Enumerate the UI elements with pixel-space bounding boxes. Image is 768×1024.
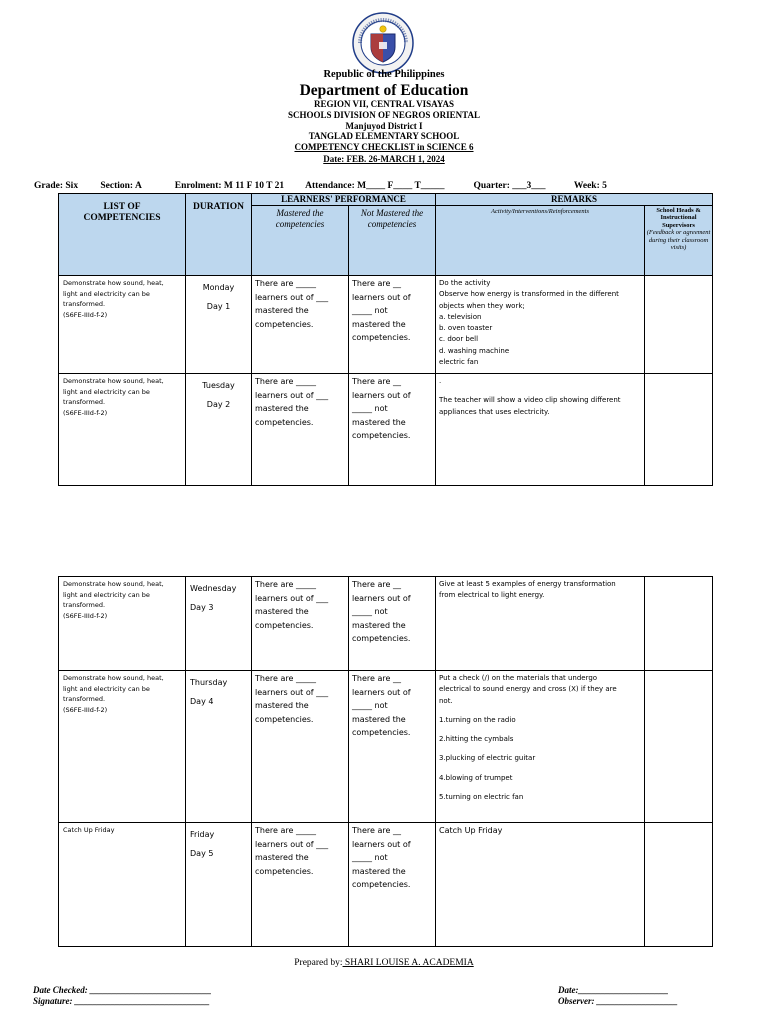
supervisor-feedback-cell <box>645 671 713 823</box>
text-line: Friday <box>190 830 215 839</box>
school-heading: TANGLAD ELEMENTARY SCHOOL <box>308 131 460 141</box>
text-line: There are __ <box>352 279 401 288</box>
text-line: (S6FE-IIId-f-2) <box>63 705 108 714</box>
table-row <box>59 671 713 823</box>
text-line: Demonstrate how sound, heat, <box>63 377 164 385</box>
not-mastered-cell <box>349 671 436 823</box>
competency-table-page1 <box>58 193 713 486</box>
text-line: learners out of ___ <box>255 687 329 697</box>
header-duration: DURATION <box>186 194 252 276</box>
text-line: light and electricity can be <box>63 289 150 298</box>
not-mastered-cell <box>349 276 436 374</box>
text-line: There are __ <box>352 377 401 386</box>
text-line: competencies. <box>352 728 411 737</box>
text-line: . <box>439 377 442 385</box>
text-line: Catch Up Friday <box>63 826 115 834</box>
text-line: 3.plucking of electric guitar <box>439 754 536 763</box>
mastered-cell <box>252 823 349 947</box>
text-line: _____ not <box>352 404 388 413</box>
spacer <box>439 707 641 715</box>
text-line: Day 1 <box>206 302 231 311</box>
text-line: competencies. <box>255 866 314 876</box>
text-line: c. door bell <box>439 335 479 344</box>
section-info: Section: A <box>100 181 142 191</box>
text-line: mastered the <box>255 404 309 413</box>
prepared-by <box>0 958 768 968</box>
grade-info: Grade: Six <box>34 181 79 191</box>
competency-table-page2 <box>58 576 713 947</box>
text-line: Day 4 <box>190 697 214 706</box>
text-line: competencies. <box>352 333 411 342</box>
text-line: There are _____ <box>255 279 316 288</box>
remarks-activity-cell <box>436 276 645 374</box>
text-line: Monday <box>202 283 235 292</box>
district-heading: Manjuyod District I <box>345 121 423 131</box>
text-line: Give at least 5 examples of energy transformation <box>439 580 616 588</box>
text-line: Observe how energy is transformed in the different <box>439 290 619 299</box>
supervisors-title: School Heads & Instructional Supervisors <box>656 207 701 229</box>
text-line: Demonstrate how sound, heat, <box>63 580 164 588</box>
text-line: learners out of ___ <box>255 593 329 603</box>
duration-cell <box>186 823 252 947</box>
text-line: mastered the <box>352 714 406 724</box>
text-line: mastered the <box>255 853 309 862</box>
text-line: transformed. <box>63 601 106 609</box>
spacer <box>439 765 641 773</box>
text-line: competencies. <box>255 417 314 427</box>
text-line: from electrical to light energy. <box>439 591 545 600</box>
header-remarks: REMARKS <box>436 194 713 206</box>
table-row <box>59 374 713 486</box>
text-line: learners out of <box>352 687 411 697</box>
text-line: transformed. <box>63 300 106 308</box>
header-mastered: Mastered the competencies <box>252 206 349 276</box>
text-line: light and electricity can be <box>63 684 150 693</box>
spacer <box>439 387 641 395</box>
date-line: Date:____________________ <box>558 985 669 995</box>
checklist-title: COMPETENCY CHECKLIST in SCIENCE 6 <box>294 142 474 152</box>
not-mastered-cell <box>349 823 436 947</box>
text-line: (S6FE-IIId-f-2) <box>63 611 108 620</box>
table-row <box>59 823 713 947</box>
text-line: There are _____ <box>255 826 316 835</box>
spacer <box>439 745 641 753</box>
text-line: competencies. <box>255 319 314 329</box>
text-line: competencies. <box>255 714 314 724</box>
text-line: competencies. <box>255 620 314 630</box>
attendance-info: Attendance: M____ F____ T_____ <box>305 181 445 191</box>
text-line: mastered the <box>255 607 309 616</box>
text-line: appliances that uses electricity. <box>439 407 550 416</box>
supervisors-note: (Feedback or agreement during their classroom visits) <box>646 229 711 252</box>
text-line: light and electricity can be <box>63 387 150 396</box>
text-line: Day 2 <box>206 400 231 409</box>
supervisor-feedback-cell <box>645 823 713 947</box>
text-line: _____ not <box>352 607 388 616</box>
date-checked-line: Date Checked: ___________________________ <box>33 985 212 995</box>
mastered-cell <box>252 577 349 671</box>
table-row <box>59 577 713 671</box>
text-line: learners out of ___ <box>255 292 329 302</box>
mastered-cell <box>252 374 349 486</box>
quarter-info: Quarter: ___3___ <box>473 181 546 191</box>
text-line: Demonstrate how sound, heat, <box>63 674 164 682</box>
text-line: electrical to sound energy and cross (X) if they are <box>439 685 617 694</box>
prepared-label: Prepared by: <box>294 958 343 968</box>
header-not-mastered: Not Mastered the competencies <box>349 206 436 276</box>
text-line: not. <box>439 696 453 705</box>
competency-cell <box>59 276 186 374</box>
duration-cell <box>186 577 252 671</box>
text-line: 2.hitting the cymbals <box>439 735 514 744</box>
mastered-cell <box>252 671 349 823</box>
text-line: Do the activity <box>439 279 491 287</box>
supervisor-feedback-cell <box>645 276 713 374</box>
text-line: learners out of <box>352 593 411 603</box>
text-line: 5.turning on electric fan <box>439 793 524 802</box>
text-line: 4.blowing of trumpet <box>439 773 513 782</box>
table-row <box>59 276 713 374</box>
text-line: light and electricity can be <box>63 590 150 599</box>
text-line: There are _____ <box>255 674 316 683</box>
text-line: (S6FE-IIId-f-2) <box>63 310 108 319</box>
text-line: _____ not <box>352 701 388 710</box>
deped-seal-logo <box>352 12 414 74</box>
competency-cell <box>59 671 186 823</box>
observer-line: Observer: __________________ <box>558 996 678 1006</box>
class-info-line <box>34 181 607 191</box>
text-line: There are __ <box>352 826 401 835</box>
supervisor-feedback-cell <box>645 577 713 671</box>
text-line: competencies. <box>352 880 411 889</box>
text-line: There are __ <box>352 580 401 589</box>
enrolment-info: Enrolment: M 11 F 10 T 21 <box>174 181 285 191</box>
division-heading: SCHOOLS DIVISION OF NEGROS ORIENTAL <box>287 110 481 120</box>
header-learners-performance: LEARNERS' PERFORMANCE <box>252 194 436 206</box>
region-heading: REGION VII, CENTRAL VISAYAS <box>313 99 455 109</box>
mastered-cell <box>252 276 349 374</box>
department-heading: Department of Education <box>299 82 469 99</box>
text-line: a. television <box>439 312 482 321</box>
text-line: learners out of <box>352 292 411 302</box>
text-line: Tuesday <box>202 381 235 390</box>
text-line: learners out of <box>352 839 411 849</box>
date-heading: Date: FEB. 26-MARCH 1, 2024 <box>323 154 445 164</box>
header-competencies: LIST OF COMPETENCIES <box>59 194 186 276</box>
text-line: transformed. <box>63 398 106 406</box>
duration-cell <box>186 276 252 374</box>
remarks-activity-cell <box>436 671 645 823</box>
text-line: Put a check (/) on the materials that undergo <box>439 674 598 682</box>
text-line: transformed. <box>63 695 106 703</box>
republic-heading: Republic of the Philippines <box>323 69 445 80</box>
text-line: There are _____ <box>255 580 316 589</box>
remarks-activity-cell <box>436 374 645 486</box>
text-line: d. washing machine <box>439 346 510 355</box>
competency-cell <box>59 823 186 947</box>
text-line: electric fan <box>439 358 479 367</box>
supervisor-feedback-cell <box>645 374 713 486</box>
text-line: mastered the <box>352 620 406 630</box>
competency-cell <box>59 577 186 671</box>
text-line: Wednesday <box>190 584 237 593</box>
week-info: Week: 5 <box>573 181 607 191</box>
text-line: learners out of ___ <box>255 839 329 849</box>
text-line: objects when they work; <box>439 301 525 310</box>
text-line: _____ not <box>352 306 388 315</box>
competency-cell <box>59 374 186 486</box>
text-line: There are _____ <box>255 377 316 386</box>
duration-cell <box>186 374 252 486</box>
text-line: (S6FE-IIId-f-2) <box>63 408 108 417</box>
text-line: mastered the <box>352 417 406 427</box>
text-line: mastered the <box>352 319 406 329</box>
text-line: Demonstrate how sound, heat, <box>63 279 164 287</box>
duration-cell <box>186 671 252 823</box>
remarks-activity-cell <box>436 577 645 671</box>
text-line: learners out of ___ <box>255 390 329 400</box>
not-mastered-cell <box>349 374 436 486</box>
spacer <box>439 784 641 792</box>
spacer <box>439 726 641 734</box>
prepared-name: SHARI LOUISE A. ACADEMIA <box>342 958 474 968</box>
text-line: mastered the <box>352 866 406 876</box>
text-line: competencies. <box>352 431 411 440</box>
text-line: learners out of <box>352 390 411 400</box>
header-supervisors <box>645 206 713 276</box>
signature-line: Signature: ______________________________ <box>33 996 210 1006</box>
text-line: b. oven toaster <box>439 324 493 333</box>
text-line: 1.turning on the radio <box>439 715 516 724</box>
header-activity: Activity/Interventions/Reinforcements <box>436 206 645 276</box>
text-line: competencies. <box>352 634 411 643</box>
text-line: Catch Up Friday <box>439 826 503 835</box>
text-line: There are __ <box>352 674 401 683</box>
text-line: The teacher will show a video clip showing different <box>439 396 621 405</box>
text-line: Day 5 <box>190 849 214 858</box>
text-line: mastered the <box>255 306 309 315</box>
text-line: _____ not <box>352 853 388 862</box>
text-line: Day 3 <box>190 603 214 612</box>
not-mastered-cell <box>349 577 436 671</box>
remarks-activity-cell <box>436 823 645 947</box>
text-line: Thursday <box>190 678 228 687</box>
text-line: mastered the <box>255 701 309 710</box>
